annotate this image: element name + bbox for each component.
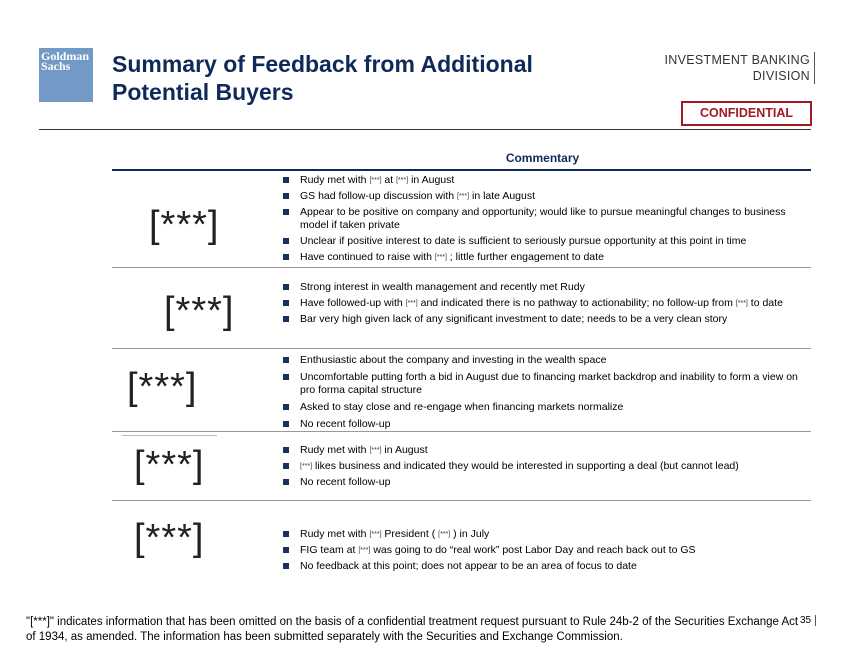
bullet-text: Unclear if positive interest to date is sufficient to seriously pursue opportunity at this point in time bbox=[300, 235, 747, 247]
redacted-marker: [***] bbox=[300, 463, 313, 470]
bullet-item bbox=[283, 544, 803, 557]
division-line-1: INVESTMENT BANKING bbox=[664, 53, 810, 67]
bullet-text: GS had follow-up discussion with bbox=[300, 190, 457, 202]
bullet-text: in August bbox=[381, 444, 428, 456]
bullet-text: No recent follow-up bbox=[300, 476, 391, 488]
goldman-sachs-logo bbox=[39, 48, 93, 102]
commentary-bullets-row-2 bbox=[283, 281, 803, 329]
commentary-rule bbox=[112, 169, 811, 171]
commentary-bullets-row-4 bbox=[283, 444, 803, 492]
commentary-bullets-row-5 bbox=[283, 528, 803, 576]
bullet-item bbox=[283, 297, 803, 310]
bullet-text: ; little further engagement to date bbox=[446, 251, 604, 263]
row-separator bbox=[112, 267, 811, 268]
bullet-text: likes business and indicated they would be interested in supporting a deal (but cannot lead) bbox=[312, 460, 739, 472]
bullet-text: Have followed-up with bbox=[300, 297, 406, 309]
page-title: Summary of Feedback from Additional Potential Buyers bbox=[112, 51, 533, 105]
redacted-marker: [***] bbox=[405, 300, 418, 307]
buyer-name-redacted-2: [***] bbox=[164, 290, 235, 332]
row-separator bbox=[112, 500, 811, 501]
bullet-text: at bbox=[381, 174, 397, 186]
buyer-name-redacted-1: [***] bbox=[149, 204, 220, 246]
redacted-marker: [***] bbox=[735, 300, 748, 307]
bullet-item bbox=[283, 560, 803, 573]
redacted-marker: [***] bbox=[457, 193, 470, 200]
redacted-marker: [***] bbox=[369, 531, 382, 538]
bullet-text: Appear to be positive on company and opportunity; would like to pursue meaningful changes to business model if taken private bbox=[300, 206, 786, 231]
bullet-item bbox=[283, 235, 803, 248]
bullet-item bbox=[283, 313, 803, 326]
bullet-text: Rudy met with bbox=[300, 444, 370, 456]
bullet-item bbox=[283, 460, 803, 473]
bullet-text: No feedback at this point; does not appear to be an area of focus to date bbox=[300, 560, 637, 572]
decorative-line bbox=[122, 435, 217, 436]
row-separator bbox=[112, 348, 811, 349]
logo-line-2: Sachs bbox=[41, 59, 71, 73]
bullet-item bbox=[283, 206, 803, 232]
bullet-item bbox=[283, 444, 803, 457]
bullet-item bbox=[283, 401, 803, 414]
bullet-text: Have continued to raise with bbox=[300, 251, 435, 263]
bullet-item bbox=[283, 371, 803, 397]
bullet-item bbox=[283, 281, 803, 294]
buyer-name-redacted-4: [***] bbox=[134, 444, 205, 486]
buyer-name-redacted-3: [***] bbox=[127, 366, 198, 408]
footnote: "[***]" indicates information that has been omitted on the basis of a confidential treatment request pursuant to Rule 24b-2 of the Securities Exchange Act of 1934, as amended. The information has been submitted separately with the Securities and Exchange Commission. bbox=[26, 616, 799, 643]
bullet-text: Enthusiastic about the company and investing in the wealth space bbox=[300, 354, 607, 366]
bullet-text: Rudy met with bbox=[300, 528, 370, 540]
buyer-name-redacted-5: [***] bbox=[134, 517, 205, 559]
bullet-item bbox=[283, 476, 803, 489]
redacted-marker: [***] bbox=[358, 547, 371, 554]
bullet-text: No recent follow-up bbox=[300, 418, 391, 430]
bullet-text: Asked to stay close and re-engage when financing markets normalize bbox=[300, 401, 624, 413]
bullet-item bbox=[283, 354, 803, 367]
bullet-text: to date bbox=[747, 297, 783, 309]
redacted-marker: [***] bbox=[369, 177, 382, 184]
redacted-marker: [***] bbox=[369, 447, 382, 454]
commentary-bullets-row-1 bbox=[283, 174, 803, 267]
bullet-text: Uncomfortable putting forth a bid in August due to financing market backdrop and inability to form a view on pro forma capital structure bbox=[300, 371, 798, 396]
bullet-text: ) in July bbox=[450, 528, 490, 540]
redacted-marker: [***] bbox=[438, 531, 451, 538]
bullet-item bbox=[283, 190, 803, 203]
page-number: 35 bbox=[800, 615, 816, 626]
bullet-text: in late August bbox=[469, 190, 536, 202]
division-label bbox=[665, 52, 815, 84]
bullet-text: Rudy met with bbox=[300, 174, 370, 186]
bullet-text: in August bbox=[408, 174, 455, 186]
bullet-item bbox=[283, 418, 803, 431]
bullet-text: Bar very high given lack of any significant investment to date; needs to be a very clean story bbox=[300, 313, 728, 325]
bullet-text: was going to do “real work” post Labor Day and reach back out to GS bbox=[370, 544, 696, 556]
confidential-badge: CONFIDENTIAL bbox=[681, 101, 812, 126]
commentary-bullets-row-3 bbox=[283, 354, 803, 435]
bullet-text: President ( bbox=[381, 528, 439, 540]
header-divider bbox=[39, 129, 811, 130]
bullet-text: Strong interest in wealth management and recently met Rudy bbox=[300, 281, 585, 293]
bullet-item bbox=[283, 251, 803, 264]
commentary-header: Commentary bbox=[505, 151, 580, 165]
bullet-text: and indicated there is no pathway to actionability; no follow-up from bbox=[417, 297, 736, 309]
bullet-text: FIG team at bbox=[300, 544, 359, 556]
bullet-item bbox=[283, 174, 803, 187]
logo-line-1: Goldman bbox=[41, 49, 90, 63]
redacted-marker: [***] bbox=[434, 254, 447, 261]
bullet-item bbox=[283, 528, 803, 541]
division-line-2: DIVISION bbox=[752, 69, 810, 83]
redacted-marker: [***] bbox=[396, 177, 409, 184]
